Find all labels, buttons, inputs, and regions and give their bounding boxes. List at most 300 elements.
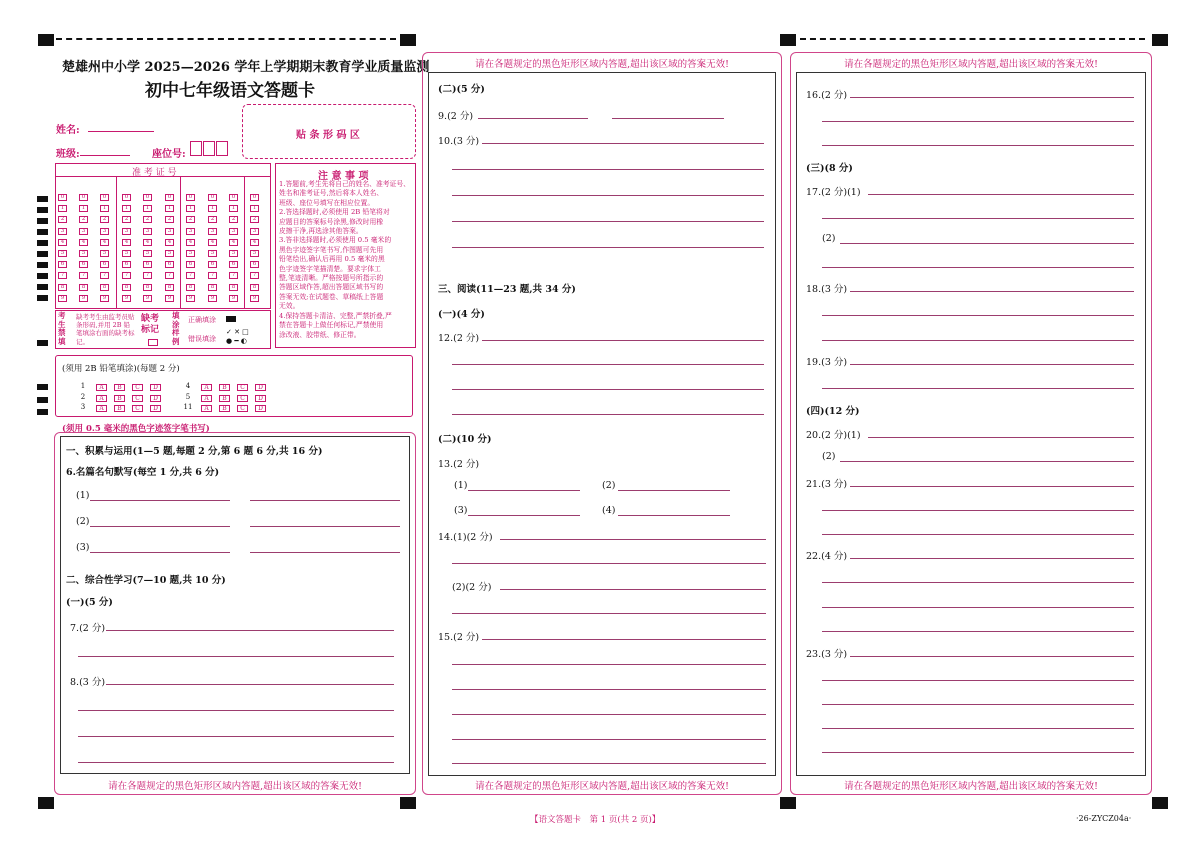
exam-id-bubble[interactable]: 3 — [122, 228, 131, 235]
exam-id-bubble[interactable]: 9 — [186, 295, 195, 302]
registration-mark — [780, 34, 796, 46]
perforation-line — [800, 38, 1145, 40]
exam-id-bubble[interactable]: 9 — [165, 295, 174, 302]
timing-mark — [37, 251, 48, 257]
answer-line[interactable] — [452, 563, 766, 564]
mc-option-bubble[interactable]: C — [237, 395, 248, 402]
q19-label: 19.(3 分) — [806, 357, 848, 368]
mc-option-bubble[interactable]: B — [219, 384, 230, 391]
answer-line[interactable] — [822, 267, 1134, 268]
answer-line[interactable] — [822, 752, 1134, 753]
answer-line[interactable] — [482, 143, 764, 144]
page-footer: 【语文答题卡 第 1 页(共 2 页)】 — [530, 815, 661, 825]
exam-id-bubble[interactable]: 1 — [208, 205, 217, 212]
mc-option-bubble[interactable]: B — [219, 405, 230, 412]
notes-list — [279, 180, 410, 340]
answer-line[interactable] — [478, 118, 588, 119]
answer-line[interactable] — [452, 247, 764, 248]
barcode-label: 贴 条 形 码 区 — [296, 130, 360, 141]
q13-label: 13.(2 分) — [438, 459, 480, 470]
q16-label: 16.(2 分) — [806, 90, 848, 101]
exam-id-column-divider — [180, 176, 181, 309]
exam-id-bubble[interactable]: 1 — [58, 205, 67, 212]
notes-item: 黑色字迹签字笔书写,作图题可先用 — [279, 245, 384, 254]
notes-item: 应题目的答案标号涂黑,修改时用橡 — [279, 217, 384, 226]
q6-item-1: (1) — [76, 490, 90, 501]
exam-id-bubble[interactable]: 1 — [122, 205, 131, 212]
exam-id-bubble[interactable]: 0 — [229, 194, 238, 201]
timing-mark — [37, 340, 48, 346]
answer-line[interactable] — [822, 728, 1134, 729]
sample-label: 填涂样例 — [172, 311, 180, 346]
notes-item: 答题区域作答,超出答题区域书写的 — [279, 283, 384, 292]
answer-line[interactable] — [822, 388, 1134, 389]
title-line1: 楚雄州中小学 2025—2026 学年上学期期末教育学业质量监测 — [62, 60, 430, 75]
exam-id-bubble[interactable]: 0 — [143, 194, 152, 201]
q6-item-2: (2) — [76, 516, 90, 527]
exam-id-bubble[interactable]: 6 — [58, 261, 67, 268]
exam-id-bubble[interactable]: 4 — [58, 239, 67, 246]
answer-line[interactable] — [78, 736, 394, 737]
exam-id-bubble[interactable]: 4 — [143, 239, 152, 246]
exam-id-bubble[interactable]: 8 — [208, 284, 217, 291]
answer-line[interactable] — [850, 291, 1134, 292]
reading-1: (一)(4 分) — [438, 309, 485, 320]
exam-id-bubble[interactable]: 8 — [100, 284, 109, 291]
perforation-line — [56, 38, 396, 40]
mc-option-bubble[interactable]: D — [150, 384, 161, 391]
exam-id-bubble[interactable]: 5 — [250, 250, 259, 257]
answer-line[interactable] — [78, 762, 394, 763]
warning-bottom-left: 请在各题规定的黑色矩形区域内答题,超出该区域的答案无效! — [108, 781, 362, 792]
exam-id-bubble[interactable]: 3 — [208, 228, 217, 235]
exam-id-label: 准 考 证 号 — [132, 168, 177, 178]
answer-line[interactable] — [482, 639, 766, 640]
answer-line[interactable] — [90, 526, 230, 527]
exam-id-bubble[interactable]: 6 — [122, 261, 131, 268]
absent-mark-box[interactable] — [148, 339, 158, 346]
exam-id-bubble[interactable]: 6 — [143, 261, 152, 268]
mc-option-bubble[interactable]: A — [201, 384, 212, 391]
exam-id-bubble[interactable]: 4 — [250, 239, 259, 246]
q17-1-label: 17.(2 分)(1) — [806, 187, 861, 198]
answer-line[interactable] — [250, 526, 400, 527]
notes-item: 涂改液、胶带纸、修正带。 — [279, 330, 361, 339]
exam-id-bubble[interactable]: 5 — [165, 250, 174, 257]
answer-line[interactable] — [452, 714, 766, 715]
notes-item: 皮擦干净,再选涂其他答案。 — [279, 227, 363, 236]
q6-item-3: (3) — [76, 542, 90, 553]
exam-id-bubble[interactable]: 4 — [208, 239, 217, 246]
exam-id-bubble[interactable]: 5 — [143, 250, 152, 257]
reading-3: (三)(8 分) — [806, 163, 853, 174]
exam-id-bubble[interactable]: 2 — [122, 216, 131, 223]
exam-id-bubble[interactable]: 7 — [250, 272, 259, 279]
notes-item: 班级、座位号填写在相应位置。 — [279, 198, 375, 207]
name-label: 姓名: — [56, 125, 80, 136]
exam-id-bubble[interactable]: 1 — [100, 205, 109, 212]
exam-id-bubble[interactable]: 6 — [186, 261, 195, 268]
answer-line[interactable] — [822, 218, 1134, 219]
q22-label: 22.(4 分) — [806, 551, 848, 562]
absent-side-label: 考生禁填 — [58, 311, 66, 346]
notes-item: 色字迹签字笔描清楚。要求字体工 — [279, 264, 381, 273]
answer-line[interactable] — [90, 552, 230, 553]
answer-line[interactable] — [868, 194, 1134, 195]
sheet-code: ·26-ZYCZ04a· — [1076, 814, 1132, 823]
exam-id-bubble[interactable]: 6 — [229, 261, 238, 268]
exam-id-bubble[interactable]: 8 — [250, 284, 259, 291]
mc-option-bubble[interactable]: B — [114, 384, 125, 391]
answer-line[interactable] — [500, 539, 766, 540]
exam-id-bubble[interactable]: 4 — [186, 239, 195, 246]
warning-bottom-right: 请在各题规定的黑色矩形区域内答题,超出该区域的答案无效! — [844, 781, 1098, 792]
answer-line[interactable] — [822, 607, 1134, 608]
notes-title: 注 意 事 项 — [318, 171, 369, 182]
mc-question-number: 3 — [80, 403, 86, 411]
mc-instruction: (须用 2B 铅笔填涂)(每题 2 分) — [62, 364, 180, 374]
exam-id-bubble[interactable]: 6 — [250, 261, 259, 268]
class-field[interactable] — [80, 155, 130, 156]
seat-label: 座位号: — [152, 149, 186, 160]
answer-line[interactable] — [78, 710, 394, 711]
exam-id-bubble[interactable]: 2 — [229, 216, 238, 223]
answer-line[interactable] — [612, 118, 724, 119]
timing-mark — [37, 196, 48, 202]
mc-option-bubble[interactable]: C — [237, 384, 248, 391]
exam-id-bubble[interactable]: 3 — [100, 228, 109, 235]
exam-id-bubble[interactable]: 2 — [186, 216, 195, 223]
correct-fill-sample — [226, 316, 236, 322]
exam-id-bubble[interactable]: 4 — [100, 239, 109, 246]
exam-id-bubble[interactable]: 9 — [143, 295, 152, 302]
exam-id-bubble[interactable]: 7 — [165, 272, 174, 279]
mc-option-bubble[interactable]: B — [219, 395, 230, 402]
exam-id-bubble[interactable]: 5 — [186, 250, 195, 257]
mc-option-bubble[interactable]: C — [132, 405, 143, 412]
correct-fill-label: 正确填涂 — [188, 316, 216, 324]
q10-label: 10.(3 分) — [438, 136, 480, 147]
answer-line[interactable] — [452, 414, 764, 415]
exam-id-bubble[interactable]: 8 — [79, 284, 88, 291]
q14-1-label: 14.(1)(2 分) — [438, 532, 493, 543]
answer-line[interactable] — [90, 500, 230, 501]
timing-mark — [37, 284, 48, 290]
subsection-1: (一)(5 分) — [66, 597, 113, 608]
answer-line[interactable] — [500, 589, 766, 590]
exam-id-bubble[interactable]: 9 — [100, 295, 109, 302]
exam-id-bubble[interactable]: 5 — [79, 250, 88, 257]
answer-line[interactable] — [822, 145, 1134, 146]
answer-line[interactable] — [452, 364, 764, 365]
exam-id-bubble[interactable]: 6 — [79, 261, 88, 268]
exam-id-bubble[interactable]: 5 — [122, 250, 131, 257]
answer-area-right — [796, 72, 1146, 776]
exam-id-bubble[interactable]: 2 — [208, 216, 217, 223]
answer-line[interactable] — [850, 97, 1134, 98]
registration-mark — [1152, 34, 1168, 46]
mc-option-bubble[interactable]: B — [114, 395, 125, 402]
exam-id-bubble[interactable]: 8 — [229, 284, 238, 291]
answer-line[interactable] — [452, 739, 766, 740]
exam-id-bubble[interactable]: 6 — [100, 261, 109, 268]
mc-question-number: 2 — [80, 392, 86, 401]
q7-label: 7.(2 分) — [70, 623, 106, 634]
q12-label: 12.(2 分) — [438, 333, 480, 344]
mc-option-bubble[interactable]: B — [114, 405, 125, 412]
exam-id-bubble[interactable]: 7 — [122, 272, 131, 279]
exam-id-bubble[interactable]: 7 — [229, 272, 238, 279]
answer-line[interactable] — [452, 689, 766, 690]
exam-id-bubble[interactable]: 4 — [122, 239, 131, 246]
q20-2-label: (2) — [822, 451, 836, 462]
exam-id-bubble[interactable]: 8 — [122, 284, 131, 291]
answer-line[interactable] — [452, 613, 766, 614]
answer-line[interactable] — [106, 684, 394, 685]
q13-item-1: (1) — [454, 480, 468, 491]
mc-question-number: 5 — [185, 392, 191, 401]
q13-item-3: (3) — [454, 505, 468, 516]
exam-id-bubble[interactable]: 4 — [79, 239, 88, 246]
exam-id-bubble[interactable]: 7 — [79, 272, 88, 279]
mc-option-bubble[interactable]: A — [201, 395, 212, 402]
mc-option-bubble[interactable]: D — [255, 395, 266, 402]
exam-id-bubble[interactable]: 9 — [79, 295, 88, 302]
notes-item: 4.保持答题卡清洁、完整,严禁折叠,严 — [279, 311, 392, 320]
answer-line[interactable] — [78, 656, 394, 657]
section2-heading: 二、综合性学习(7—10 题,共 10 分) — [66, 575, 226, 586]
notes-item: 1.答题前,考生先将自己的姓名、准考证号、 — [279, 180, 410, 188]
exam-id-bubble[interactable]: 7 — [58, 272, 67, 279]
page-title: 初中七年级语文答题卡 — [145, 81, 315, 101]
answer-line[interactable] — [850, 486, 1134, 487]
answer-line[interactable] — [468, 515, 580, 516]
exam-id-bubble[interactable]: 2 — [58, 216, 67, 223]
exam-id-bubble[interactable]: 3 — [58, 228, 67, 235]
seat-box[interactable] — [203, 141, 215, 156]
mc-option-bubble[interactable]: C — [132, 395, 143, 402]
exam-id-bubble[interactable]: 0 — [122, 194, 131, 201]
registration-mark — [38, 34, 54, 46]
answer-line[interactable] — [452, 763, 766, 764]
warning-top-middle: 请在各题规定的黑色矩形区域内答题,超出该区域的答案无效! — [475, 59, 729, 70]
reading-2: (二)(10 分) — [438, 434, 492, 445]
mc-option-bubble[interactable]: D — [255, 384, 266, 391]
exam-id-bubble[interactable]: 0 — [58, 194, 67, 201]
q23-label: 23.(3 分) — [806, 649, 848, 660]
class-label: 班级: — [56, 149, 80, 160]
answer-line[interactable] — [452, 169, 764, 170]
exam-id-bubble[interactable]: 2 — [79, 216, 88, 223]
exam-id-bubble[interactable]: 0 — [208, 194, 217, 201]
answer-line[interactable] — [850, 558, 1134, 559]
answer-line[interactable] — [250, 500, 400, 501]
notes-item: 无效。 — [279, 302, 300, 311]
timing-mark — [37, 295, 48, 301]
exam-id-bubble[interactable]: 8 — [165, 284, 174, 291]
mc-option-bubble[interactable]: A — [96, 395, 107, 402]
answer-line[interactable] — [822, 704, 1134, 705]
answer-line[interactable] — [822, 510, 1134, 511]
exam-id-bubble[interactable]: 9 — [208, 295, 217, 302]
mc-option-bubble[interactable]: D — [150, 405, 161, 412]
notes-item: 姓名和准考证号,然后将本人姓名、 — [279, 189, 384, 198]
answer-line[interactable] — [822, 534, 1134, 535]
exam-id-bubble[interactable]: 1 — [229, 205, 238, 212]
answer-line[interactable] — [618, 490, 730, 491]
answer-line[interactable] — [822, 582, 1134, 583]
answer-line[interactable] — [482, 340, 764, 341]
exam-id-bubble[interactable]: 0 — [250, 194, 259, 201]
exam-id-bubble[interactable]: 6 — [208, 261, 217, 268]
answer-line[interactable] — [452, 221, 764, 222]
exam-id-bubble[interactable]: 9 — [122, 295, 131, 302]
mc-option-bubble[interactable]: C — [132, 384, 143, 391]
registration-mark — [780, 797, 796, 809]
mc-option-bubble[interactable]: C — [237, 405, 248, 412]
exam-id-bubble[interactable]: 0 — [165, 194, 174, 201]
answer-line[interactable] — [468, 490, 580, 491]
exam-id-bubble[interactable]: 2 — [143, 216, 152, 223]
answer-line[interactable] — [452, 195, 764, 196]
exam-id-bubble[interactable]: 3 — [250, 228, 259, 235]
timing-mark — [37, 218, 48, 224]
q20-1-label: 20.(2 分)(1) — [806, 430, 861, 441]
notes-item: 整,笔迹清晰。严格按题号所指示的 — [279, 274, 384, 283]
exam-id-bubble[interactable]: 1 — [79, 205, 88, 212]
exam-id-column-divider — [116, 176, 117, 309]
exam-id-bubble[interactable]: 7 — [208, 272, 217, 279]
answer-line[interactable] — [822, 315, 1134, 316]
exam-id-bubble[interactable]: 5 — [208, 250, 217, 257]
answer-line[interactable] — [840, 243, 1134, 244]
timing-mark — [37, 229, 48, 235]
section3-heading: 三、阅读(11—23 题,共 34 分) — [438, 284, 576, 295]
mc-option-bubble[interactable]: A — [96, 384, 107, 391]
answer-line[interactable] — [822, 121, 1134, 122]
notes-item: 铅笔绘出,确认后再用 0.5 毫米的黑 — [279, 255, 385, 264]
exam-id-bubble[interactable]: 9 — [58, 295, 67, 302]
exam-id-bubble[interactable]: 2 — [100, 216, 109, 223]
timing-mark — [37, 240, 48, 246]
answer-line[interactable] — [618, 515, 730, 516]
timing-mark — [37, 409, 48, 415]
q18-label: 18.(3 分) — [806, 284, 848, 295]
mc-question-number: 4 — [185, 382, 191, 390]
exam-id-bubble[interactable]: 3 — [186, 228, 195, 235]
registration-mark — [400, 797, 416, 809]
answer-line[interactable] — [840, 461, 1134, 462]
answer-line[interactable] — [850, 364, 1134, 365]
timing-mark — [37, 207, 48, 213]
notes-item: 禁在答题卡上做任何标记,严禁使用 — [279, 321, 384, 330]
registration-mark — [1152, 797, 1168, 809]
answer-line[interactable] — [822, 680, 1134, 681]
timing-mark — [37, 273, 48, 279]
exam-id-bubble[interactable]: 3 — [79, 228, 88, 235]
timing-mark — [37, 262, 48, 268]
exam-id-bubble[interactable]: 1 — [165, 205, 174, 212]
q15-label: 15.(2 分) — [438, 632, 480, 643]
warning-bottom-middle: 请在各题规定的黑色矩形区域内答题,超出该区域的答案无效! — [475, 781, 729, 792]
seat-box[interactable] — [190, 141, 202, 156]
exam-id-bubble[interactable]: 3 — [165, 228, 174, 235]
answer-line[interactable] — [106, 630, 394, 631]
exam-id-divider — [55, 176, 271, 177]
q17-2-label: (2) — [822, 233, 836, 244]
answer-line[interactable] — [822, 631, 1134, 632]
mc-option-bubble[interactable]: A — [96, 405, 107, 412]
q6-heading: 6.名篇名句默写(每空 1 分,共 6 分) — [66, 467, 220, 478]
exam-id-bubble[interactable]: 4 — [229, 239, 238, 246]
mc-option-bubble[interactable]: A — [201, 405, 212, 412]
exam-id-bubble[interactable]: 1 — [186, 205, 195, 212]
exam-id-bubble[interactable]: 1 — [250, 205, 259, 212]
q13-item-4: (4) — [602, 505, 616, 516]
exam-id-bubble[interactable]: 7 — [186, 272, 195, 279]
exam-id-bubble[interactable]: 8 — [186, 284, 195, 291]
exam-id-bubble[interactable]: 4 — [165, 239, 174, 246]
exam-id-bubble[interactable]: 0 — [100, 194, 109, 201]
section1-heading: 一、积累与运用(1—5 题,每题 2 分,第 6 题 6 分,共 16 分) — [66, 446, 323, 457]
exam-id-bubble[interactable]: 0 — [186, 194, 195, 201]
exam-id-bubble[interactable]: 5 — [58, 250, 67, 257]
answer-line[interactable] — [250, 552, 400, 553]
answer-line[interactable] — [868, 437, 1134, 438]
exam-id-bubble[interactable]: 9 — [229, 295, 238, 302]
wrong-fill-samples: ✓ ✕ □ ● ━ ◐ — [226, 328, 249, 345]
seat-box[interactable] — [216, 141, 228, 156]
exam-id-bubble[interactable]: 3 — [143, 228, 152, 235]
timing-mark — [37, 397, 48, 403]
exam-id-bubble[interactable]: 2 — [250, 216, 259, 223]
q14-2-label: (2)(2 分) — [452, 582, 492, 593]
timing-mark — [37, 384, 48, 390]
exam-id-bubble[interactable]: 3 — [229, 228, 238, 235]
answer-line[interactable] — [850, 656, 1134, 657]
exam-id-column-divider — [244, 176, 245, 309]
answer-line[interactable] — [452, 664, 766, 665]
answer-line[interactable] — [452, 389, 764, 390]
q8-label: 8.(3 分) — [70, 677, 106, 688]
exam-id-bubble[interactable]: 8 — [143, 284, 152, 291]
q21-label: 21.(3 分) — [806, 479, 848, 490]
reading-4: (四)(12 分) — [806, 406, 860, 417]
subsection-2: (二)(5 分) — [438, 84, 485, 95]
exam-id-bubble[interactable]: 8 — [58, 284, 67, 291]
exam-id-bubble[interactable]: 7 — [143, 272, 152, 279]
name-field[interactable] — [88, 131, 154, 132]
exam-id-bubble[interactable]: 2 — [165, 216, 174, 223]
mc-option-bubble[interactable]: D — [255, 405, 266, 412]
q13-item-2: (2) — [602, 480, 616, 491]
exam-id-bubble[interactable]: 6 — [165, 261, 174, 268]
exam-id-bubble[interactable]: 1 — [143, 205, 152, 212]
warning-top-right: 请在各题规定的黑色矩形区域内答题,超出该区域的答案无效! — [844, 59, 1098, 70]
exam-id-bubble[interactable]: 7 — [100, 272, 109, 279]
answer-line[interactable] — [822, 340, 1134, 341]
absent-mark-label: 缺考标记 — [141, 314, 160, 335]
notes-item: 2.答选择题时,必须使用 2B 铅笔将对 — [279, 208, 390, 217]
mc-option-bubble[interactable]: D — [150, 395, 161, 402]
exam-id-bubble[interactable]: 5 — [100, 250, 109, 257]
q9-label: 9.(2 分) — [438, 111, 474, 122]
exam-id-bubble[interactable]: 9 — [250, 295, 259, 302]
notes-item: 3.答非选择题时,必须使用 0.5 毫米的 — [279, 236, 392, 245]
exam-id-bubble[interactable]: 5 — [229, 250, 238, 257]
wrong-fill-label: 错误填涂 — [188, 335, 216, 343]
exam-id-bubble[interactable]: 0 — [79, 194, 88, 201]
